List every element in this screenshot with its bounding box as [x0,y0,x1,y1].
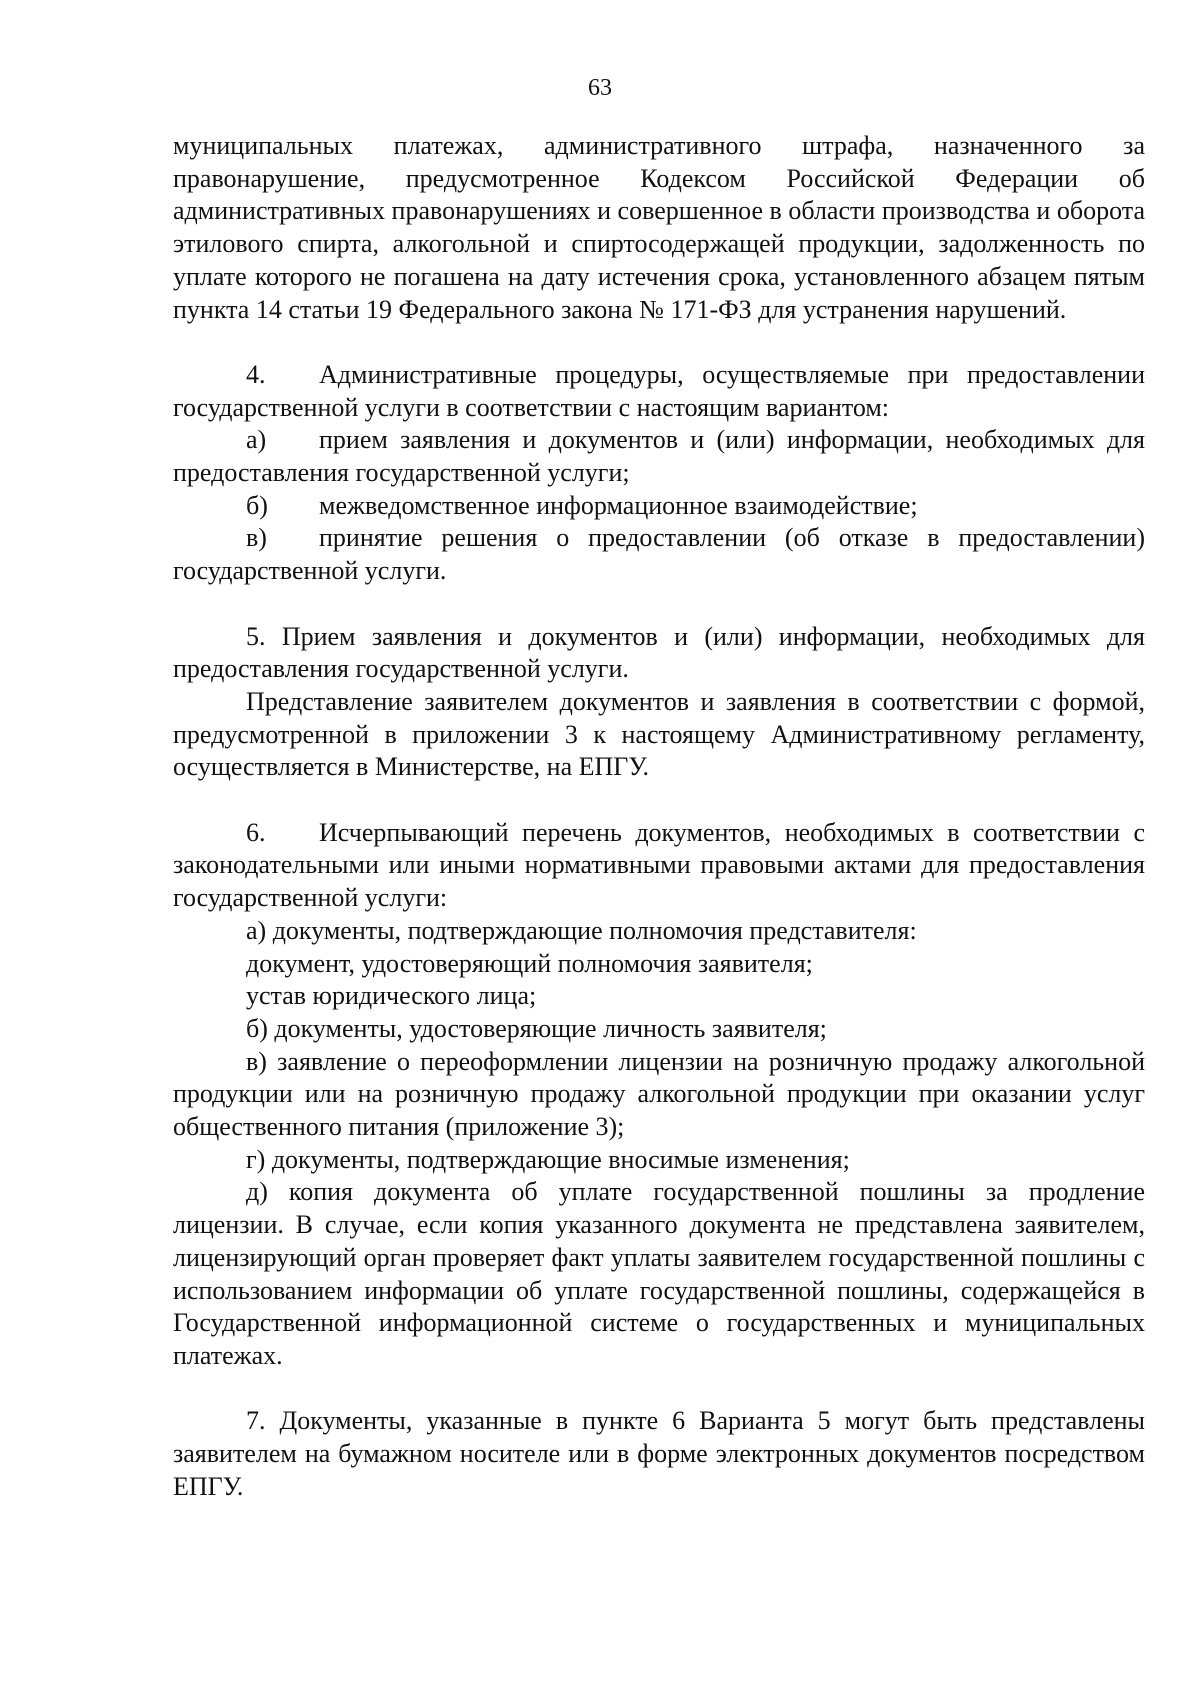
section-6-item-b: б) документы, удостоверяющие личность заявителя; [246,1013,827,1043]
section-4-number: 4. [246,359,266,389]
section-4-text: Административные процедуры, осуществляемые при предоставлении государственной услуги в соответствии с настоящим вариантом: [173,359,1145,422]
section-6-item-g: г) документы, подтверждающие вносимые изменения; [246,1144,850,1174]
section-4-item-a [173,424,1145,489]
section-5-heading: 5. Прием заявления и документов и (или) информации, необходимых для предоставления государственной услуги. [173,621,1145,684]
section-4-item-b-marker: б) [246,490,268,520]
section-6-item-a-sub1: документ, удостоверяющий полномочия заявителя; [246,948,813,978]
section-6-item-v: в) заявление о переоформлении лицензии на розничную продажу алкогольной продукции или на розничную продажу алкогольной продукции при оказании услуг общественного питания (приложение 3); [173,1046,1145,1142]
section-4-item-v [173,522,1145,587]
section-6-number: 6. [246,817,266,847]
section-4-item-b [173,490,1145,523]
section-4-item-v-marker: в) [246,523,267,553]
section-4-item-a-text: прием заявления и документов и (или) информации, необходимых для предоставления государственной услуги; [173,425,1145,488]
section-4-heading [173,359,1145,424]
section-6-heading [173,817,1145,915]
section-6-item-d: д) копия документа об уплате государственной пошлины за продление лицензии. В случае, если копия указанного документа не представлена заявителем, лицензирующий орган проверяет факт уплаты заявителем государственной пошлины с использованием информации об уплате государственной пошлины, содержащейся в Государственной информационной системе о государственных и муниципальных платежах. [173,1177,1145,1370]
section-7-text: 7. Документы, указанные в пункте 6 Варианта 5 могут быть представлены заявителем на бумажном носителе или в форме электронных документов посредством ЕПГУ. [173,1406,1145,1501]
section-4-item-v-text: принятие решения о предоставлении (об отказе в предоставлении) государственной услуги. [173,523,1145,586]
section-4-item-a-marker: а) [246,425,267,455]
paragraph-continuation: муниципальных платежах, административного штрафа, назначенного за правонарушение, предусмотренное Кодексом Российской Федерации об административных правонарушениях и совершенное в области производства и оборота этилового спирта, алкогольной и спиртосодержащей продукции, задолженность по уплате которого не погашена на дату истечения срока, установленного абзацем пятым пункта 14 статьи 19 Федерального закона № 171-ФЗ для устранения нарушений. [173,131,1145,324]
section-6-item-a: а) документы, подтверждающие полномочия представителя: [246,915,917,945]
section-5-text: Представление заявителем документов и заявления в соответствии с формой, предусмотренной в приложении 3 к настоящему Административному регламенту, осуществляется в Министерстве, на ЕПГУ. [173,686,1145,782]
document-body [173,130,1145,1503]
section-6-item-a-sub2: устав юридического лица; [246,981,537,1011]
section-4-item-b-text: межведомственное информационное взаимодействие; [319,490,918,520]
page-number: 63 [588,75,612,101]
section-6-text: Исчерпывающий перечень документов, необходимых в соответствии с законодательными или иными нормативными правовыми актами для предоставления государственной услуги: [173,817,1145,913]
